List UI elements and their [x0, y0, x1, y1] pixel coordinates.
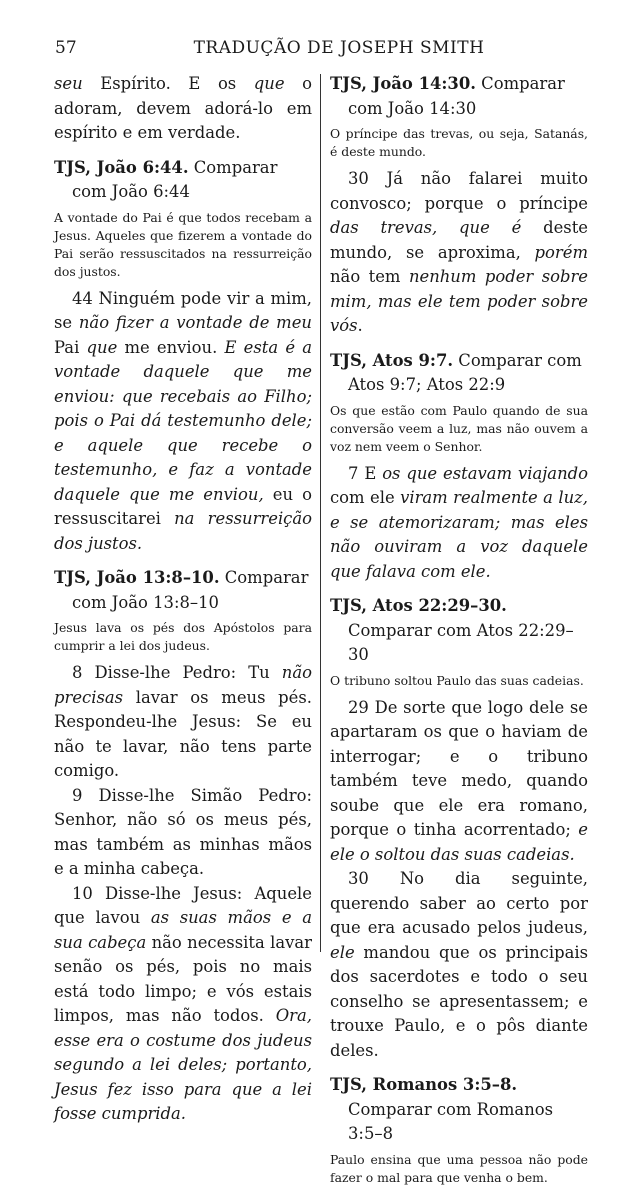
section-summary: Os que estão com Paulo quando de sua conversão veem a luz, mas não ouvem a voz nem veem o Senhor. — [330, 402, 588, 454]
text-run: Comparar com Atos 22:29–30 — [348, 620, 574, 664]
text-run: Comparar com João 13:8–10 — [72, 568, 309, 612]
section-summary: O príncipe das trevas, ou seja, Satanás, é deste mundo. — [330, 126, 588, 159]
column-divider — [320, 74, 321, 952]
text-run: Comparar com Romanos 3:5–8 — [348, 1099, 554, 1143]
text-run: 8 Disse-lhe Pedro: Tu — [72, 663, 282, 682]
italic-text: os que estavam viajando — [382, 463, 588, 483]
section-summary: Paulo ensina que uma pessoa não pode fazer o mal para que venha o bem. — [330, 1151, 588, 1185]
text-run: 9 Disse-lhe Simão Pedro: Senhor, não só os meus pés, mas também as minhas mãos e a minha cabeça. — [54, 785, 312, 878]
section-summary: A vontade do Pai é que todos recebam a Jesus. Aqueles que fizerem a vontade do Pai serão ressuscitados na ressurreição dos justos. — [54, 209, 312, 279]
text-run: o adoram, devem adorá-lo em espírito e em verdade. — [54, 74, 312, 142]
text-run: . — [357, 316, 363, 335]
text-run: mandou que os principais dos sacerdotes e todo o seu conselho se apresentassem; e trouxe Paulo, e o pôs diante deles. — [330, 942, 588, 1060]
section-heading — [330, 349, 588, 398]
heading-reference: TJS, João 14:30. — [330, 74, 476, 93]
left-column — [54, 72, 313, 1123]
text-run: Comparar com Atos 9:7; Atos 22:9 — [348, 350, 582, 394]
verse-text — [54, 784, 312, 882]
italic-text: Ora, esse era o costume dos judeus segundo a lei deles; portanto, Jesus fez isso para que a lei fosse cumprida. — [54, 1006, 312, 1123]
italic-text: as suas mãos e a sua cabeça — [54, 908, 312, 952]
text-run: 30 Já não falarei muito convosco; porque o príncipe — [330, 169, 588, 213]
text-run: lavar os meus pés. Respondeu-lhe Jesus: Se eu não te lavar, não tens parte comigo. — [54, 687, 312, 780]
heading-reference: TJS, João 6:44. — [54, 157, 189, 177]
italic-text: ele — [330, 942, 355, 962]
text-run: com ele — [330, 488, 401, 507]
text-run: não necessita lavar senão os pés, pois no mais está todo limpo; e vós estais limpos, mas não todos. — [54, 932, 312, 1025]
right-column — [330, 72, 589, 1185]
italic-text: viram realmente a luz, e se atemorizaram; mas eles não ouviram a voz daquele que falava com ele. — [330, 488, 588, 581]
italic-text: porém — [534, 242, 588, 262]
text-run: 10 Disse-lhe Jesus: Aquele que lavou — [54, 883, 312, 927]
heading-reference: TJS, Atos 9:7. — [330, 350, 454, 370]
verse-text — [330, 167, 588, 339]
text-run: 7 E — [348, 463, 383, 483]
verse-text — [330, 867, 588, 1063]
text-run: não tem — [330, 267, 409, 286]
text-run: Comparar com João 14:30 — [348, 74, 565, 118]
italic-text: E esta é a vontade daquele que me enviou: que recebais ao Filho; pois o Pai dá testemunho dele; e aquele que recebe o testemunho, e faz a vontade daquele que me enviou, — [54, 337, 312, 504]
page-header — [0, 38, 638, 62]
italic-text: que — [86, 337, 118, 357]
italic-text: seu — [54, 74, 83, 93]
text-run: eu o ressuscitarei — [54, 484, 313, 528]
section-heading — [330, 1073, 588, 1147]
italic-text: não precisas — [54, 663, 312, 707]
page-number: 57 — [55, 38, 77, 58]
italic-text: nenhum poder sobre mim, mas ele tem poder sobre vós — [330, 267, 588, 335]
text-run: deste mundo, se aproxima, — [330, 218, 589, 262]
section-heading — [54, 156, 312, 205]
running-title: TRADUÇÃO DE JOSEPH SMITH — [193, 38, 485, 58]
heading-reference: TJS, João 13:8–10. — [54, 568, 220, 587]
text-run: 30 No dia seguinte, querendo saber ao certo por que era acusado pelos judeus, — [330, 869, 588, 937]
section-heading — [54, 566, 312, 615]
italic-text: e ele o soltou das suas cadeias. — [330, 820, 588, 864]
text-run: me enviou. — [117, 337, 225, 357]
text-run: Pai — [54, 337, 87, 357]
section-heading — [330, 72, 588, 121]
text-run: 44 Ninguém pode vir a mim, se — [54, 288, 312, 332]
text-run: 29 De sorte que logo dele se apartaram os que o haviam de interrogar; e o tribuno também teve medo, quando soube que ele era romano, porque o tinha acorrentado; — [330, 697, 588, 839]
verse-text — [330, 696, 588, 868]
section-summary: Jesus lava os pés dos Apóstolos para cumprir a lei dos judeus. — [54, 620, 312, 653]
italic-text: na ressurreição dos justos. — [54, 509, 313, 553]
text-run: Comparar com João 6:44 — [72, 157, 278, 201]
verse-text — [54, 882, 312, 1127]
italic-text: das trevas, que é — [330, 218, 522, 237]
verse-text — [54, 287, 312, 557]
text-run: Espírito. E os — [82, 74, 254, 93]
italic-text: que — [253, 74, 285, 93]
heading-reference: TJS, Romanos 3:5–8. — [330, 1075, 518, 1094]
verse-text — [330, 462, 588, 585]
verse-text — [54, 661, 312, 784]
verse-text — [54, 72, 312, 146]
italic-text: não fizer a vontade de meu — [78, 313, 312, 332]
section-summary: O tribuno soltou Paulo das suas cadeias. — [330, 672, 584, 688]
section-heading — [330, 594, 588, 668]
heading-reference: TJS, Atos 22:29–30. — [330, 596, 507, 615]
